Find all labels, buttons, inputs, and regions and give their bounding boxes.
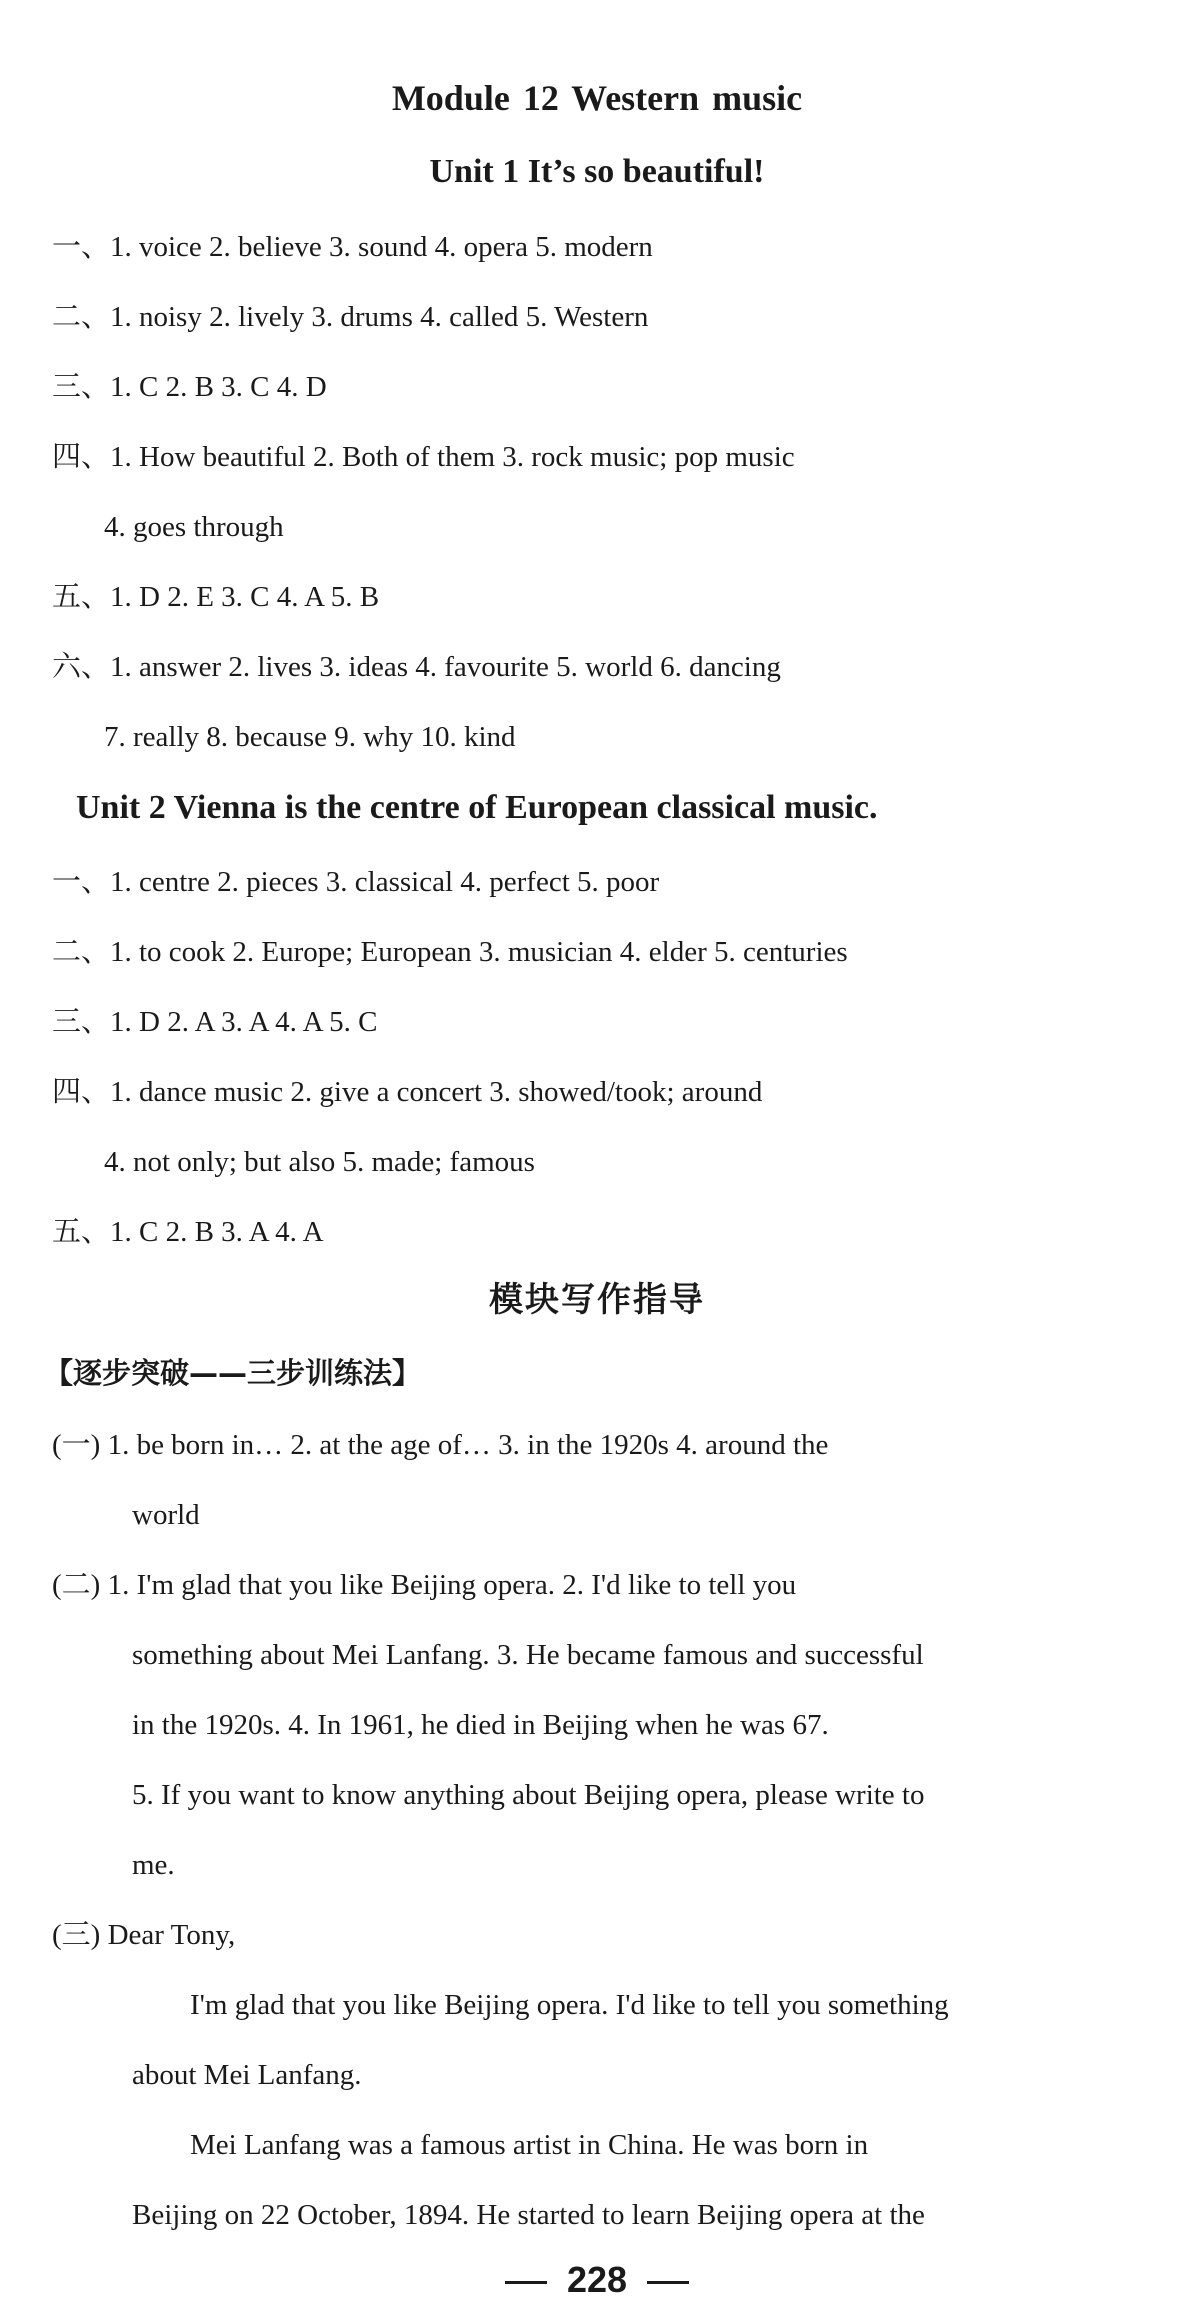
- step3-line: about Mei Lanfang.: [132, 2059, 362, 2091]
- unit1-answer-line: 4. goes through: [104, 511, 284, 543]
- step1-line: (一) 1. be born in… 2. at the age of… 3. in the 1920s 4. around the: [52, 1429, 829, 1461]
- writing-guide-title: 模块写作指导: [489, 1280, 705, 1320]
- step2-line: (二) 1. I'm glad that you like Beijing opera. 2. I'd like to tell you: [52, 1569, 797, 1601]
- step3-line: Beijing on 22 October, 1894. He started to learn Beijing opera at the: [132, 2199, 925, 2231]
- footer-dash-left: [505, 2281, 547, 2284]
- unit1-answer-line: 7. really 8. because 9. why 10. kind: [104, 721, 516, 753]
- module-title: Module 12 Western music: [391, 78, 803, 118]
- unit1-answer-line: 一、1. voice 2. believe 3. sound 4. opera 5. modern: [52, 231, 653, 263]
- unit2-answer-line: 五、1. C 2. B 3. A 4. A: [52, 1216, 324, 1248]
- unit1-answer-line: 四、1. How beautiful 2. Both of them 3. rock music; pop music: [52, 441, 795, 473]
- step2-line: 5. If you want to know anything about Beijing opera, please write to: [132, 1779, 925, 1811]
- step2-line: in the 1920s. 4. In 1961, he died in Beijing when he was 67.: [132, 1709, 829, 1741]
- step3-line: I'm glad that you like Beijing opera. I'd like to tell you something: [190, 1989, 949, 2021]
- steps-heading: 【逐步突破——三步训练法】: [44, 1356, 422, 1390]
- unit2-answer-line: 二、1. to cook 2. Europe; European 3. musician 4. elder 5. centuries: [52, 936, 848, 968]
- page-number: 228: [566, 2259, 628, 2300]
- unit2-answer-line: 4. not only; but also 5. made; famous: [104, 1146, 535, 1178]
- footer-dash-right: [647, 2281, 689, 2284]
- step1-line: world: [132, 1499, 200, 1531]
- step2-line: me.: [132, 1849, 175, 1881]
- page-footer: [0, 2260, 1194, 2300]
- step3-line: Mei Lanfang was a famous artist in China. He was born in: [190, 2129, 869, 2161]
- unit1-answer-line: 五、1. D 2. E 3. C 4. A 5. B: [52, 581, 380, 613]
- unit2-answer-line: 四、1. dance music 2. give a concert 3. showed/took; around: [52, 1076, 763, 1108]
- unit1-answer-line: 六、1. answer 2. lives 3. ideas 4. favourite 5. world 6. dancing: [52, 651, 781, 683]
- step2-line: something about Mei Lanfang. 3. He became famous and successful: [132, 1639, 924, 1671]
- unit1-answer-line: 三、1. C 2. B 3. C 4. D: [52, 371, 327, 403]
- step3-line: (三) Dear Tony,: [52, 1919, 236, 1951]
- unit2-title: Unit 2 Vienna is the centre of European classical music.: [76, 789, 878, 826]
- unit2-answer-line: 三、1. D 2. A 3. A 4. A 5. C: [52, 1006, 378, 1038]
- unit1-answer-line: 二、1. noisy 2. lively 3. drums 4. called 5. Western: [52, 301, 649, 333]
- unit2-answer-line: 一、1. centre 2. pieces 3. classical 4. perfect 5. poor: [52, 866, 660, 898]
- unit1-title: Unit 1 It’s so beautiful!: [429, 153, 765, 190]
